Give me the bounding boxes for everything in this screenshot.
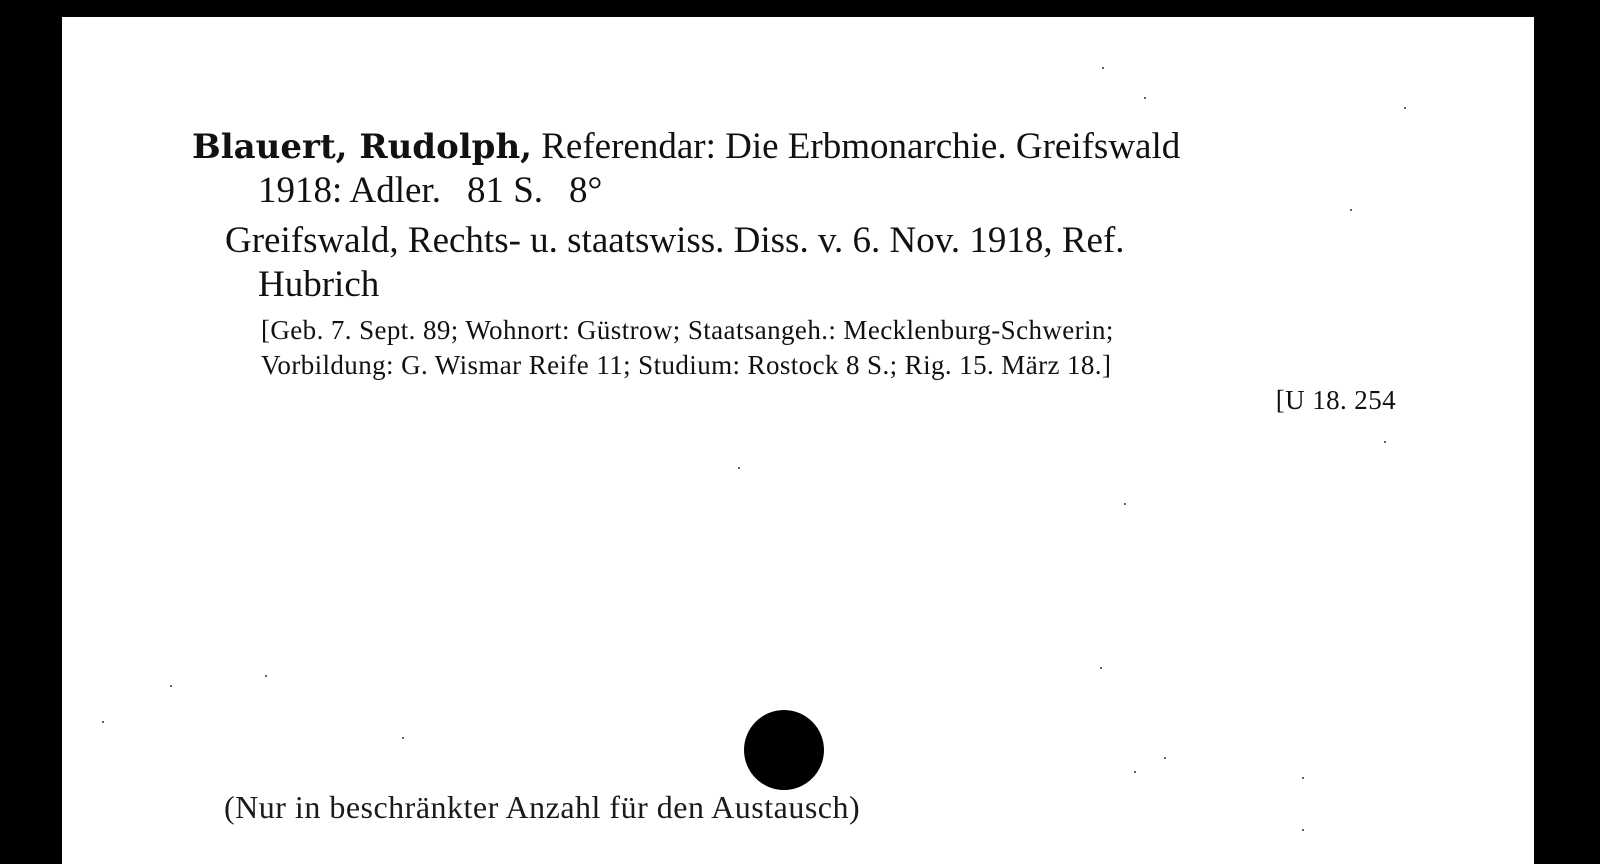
scan-speck [1144,97,1146,99]
referee-line: Hubrich [258,264,380,305]
catalog-reference: [U 18. 254 [1275,385,1396,415]
exchange-note: (Nur in beschränkter Anzahl für den Austausch) [224,789,861,825]
catalog-card [62,17,1534,864]
title-line [192,125,1180,168]
scan-speck [1164,757,1166,759]
scan-speck [102,721,104,723]
scan-speck [1134,771,1136,773]
scan-speck [265,675,267,677]
scan-speck [170,685,172,687]
publisher-year: 1918: Adler. [258,170,441,211]
work-title: Referendar: Die Erbmonarchie. Greifswald [541,126,1181,167]
punch-hole [744,710,824,790]
scan-speck [738,467,740,469]
biography-line-2: Vorbildung: G. Wismar Reife 11; Studium: Rostock 8 S.; Rig. 15. März 18.] [261,350,1112,380]
scan-speck [1350,209,1352,211]
scan-speck [1102,67,1104,69]
scan-speck [1124,503,1126,505]
book-format: 8° [569,170,603,211]
author-name: Blauert, Rudolph, [192,127,532,167]
biography-line-1: [Geb. 7. Sept. 89; Wohnort: Güstrow; Staatsangeh.: Mecklenburg-Schwerin; [261,315,1114,345]
scan-border-top [0,0,1600,17]
scan-speck [402,737,404,739]
publication-line [258,169,602,212]
page-count: 81 S. [466,170,544,211]
scan-speck [1100,667,1102,669]
dissertation-line: Greifswald, Rechts- u. staatswiss. Diss. v. 6. Nov. 1918, Ref. [225,220,1125,261]
scan-speck [1302,777,1304,779]
scan-speck [1302,829,1304,831]
scan-speck [1404,107,1406,109]
scan-speck [1384,441,1386,443]
